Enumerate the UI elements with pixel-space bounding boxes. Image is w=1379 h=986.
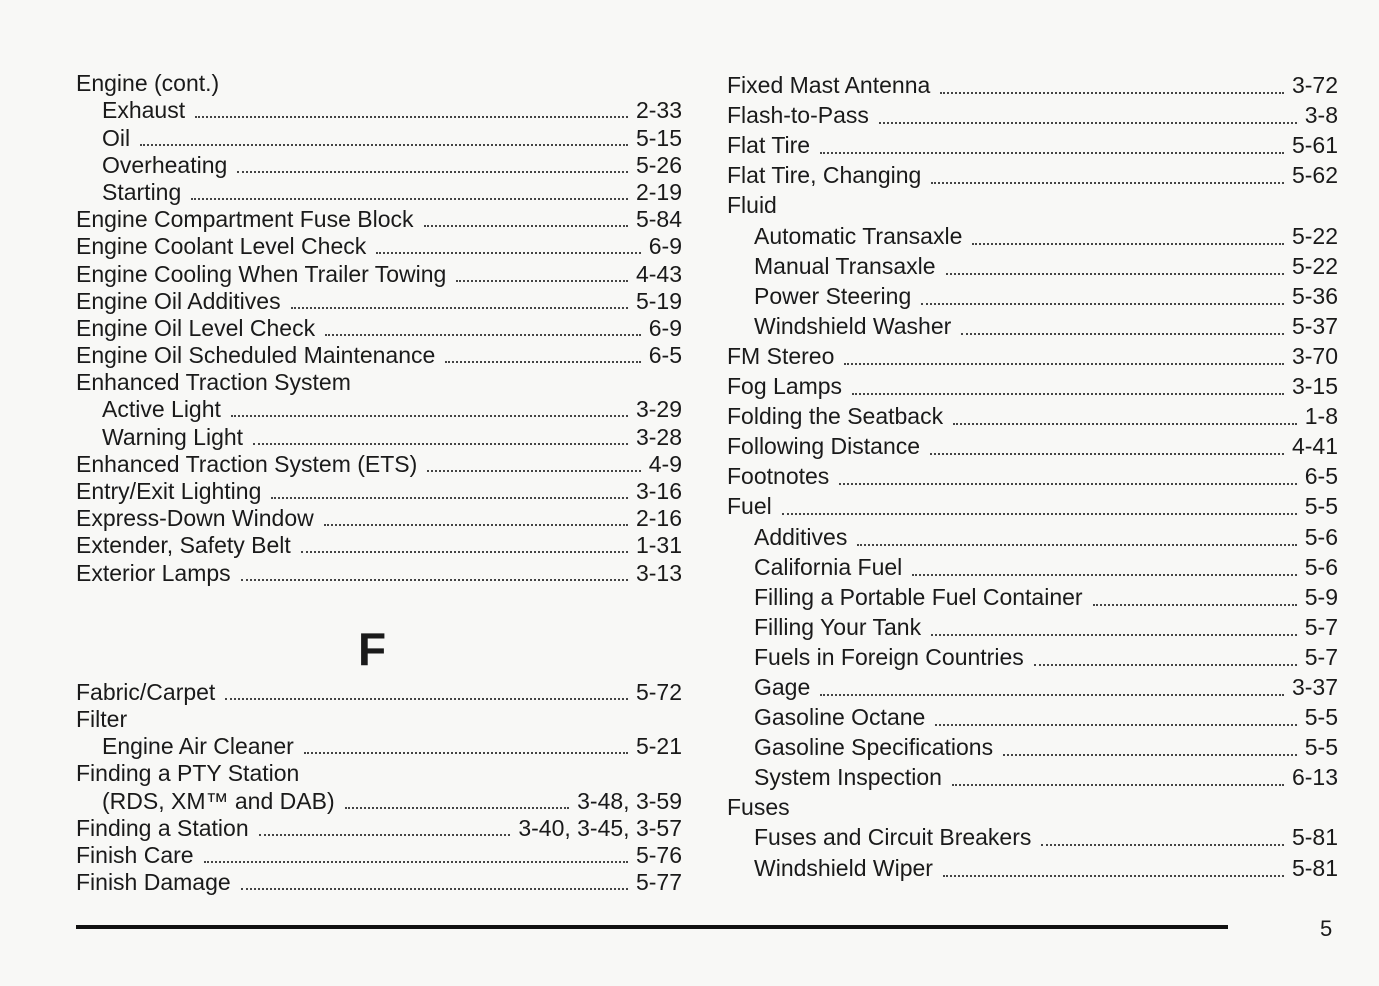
index-entry [76,842,682,869]
index-entry-page-ref: 6-9 [648,233,682,260]
index-column-right [727,70,1338,883]
index-entry [727,461,1338,491]
index-entry-label: Express-Down Window [76,505,314,532]
index-entry-page-ref: 4-43 [635,260,682,287]
dot-leader [376,252,641,254]
index-entry [727,130,1338,160]
index-entry-page-ref: 3-8 [1304,102,1338,129]
index-entry-label: (RDS, XM™ and DAB) [102,787,335,814]
index-entry-label: Oil [102,124,131,151]
dot-leader [291,307,628,309]
index-entry-page-ref: 5-81 [1291,824,1338,851]
index-entry-label: Gasoline Octane [754,704,926,731]
index-entry-label: Footnotes [727,463,830,490]
index-entry [727,672,1338,702]
index-entry-label: Engine Air Cleaner [102,733,294,760]
index-entry-page-ref: 3-40, 3-45, 3-57 [518,814,682,841]
index-entry-page-ref: 5-37 [1291,312,1338,339]
index-entry-page-ref: 5-26 [635,151,682,178]
index-entry-label: Fixed Mast Antenna [727,72,931,99]
index-entry [76,451,682,478]
dot-leader [324,524,628,526]
index-entry-label: Following Distance [727,433,921,460]
index-entry-page-ref: 5-5 [1304,493,1338,520]
dot-leader [972,243,1284,245]
index-entry [76,760,682,787]
index-entry-page-ref: 2-16 [635,505,682,532]
index-entry-label: Engine Oil Scheduled Maintenance [76,342,436,369]
index-entry-page-ref: 5-61 [1291,132,1338,159]
index-entry-label: Engine Oil Level Check [76,314,316,341]
index-entry-label: Fuses [727,794,790,821]
index-entry [76,315,682,342]
index-entry-label: Fabric/Carpet [76,678,216,705]
dot-leader [961,333,1284,335]
index-entry-page-ref: 5-36 [1291,282,1338,309]
index-entry-page-ref: 3-13 [635,559,682,586]
index-entry [76,233,682,260]
dot-leader [940,92,1284,94]
index-entry-label: Fog Lamps [727,373,843,400]
dot-leader [424,225,628,227]
index-entry [727,822,1338,852]
index-entry-page-ref: 5-5 [1304,734,1338,761]
index-entry-page-ref: 5-6 [1304,523,1338,550]
index-entry-label: FM Stereo [727,342,835,369]
dot-leader [325,334,641,336]
section-letter-heading: F [357,622,387,675]
index-entry [727,852,1338,882]
index-entry [76,679,682,706]
index-entry-label: Power Steering [754,282,912,309]
index-entry-page-ref: 5-7 [1304,643,1338,670]
index-entry [727,100,1338,130]
dot-leader [931,634,1297,636]
index-entry [76,396,682,423]
index-entry [727,401,1338,431]
index-entry [76,423,682,450]
footer-rule [76,925,1228,929]
dot-leader [301,551,628,553]
index-entry-label: Automatic Transaxle [754,222,963,249]
dot-leader [921,303,1284,305]
index-entry-page-ref: 5-21 [635,733,682,760]
dot-leader [943,875,1284,877]
dot-leader [946,273,1284,275]
index-entry-page-ref: 5-22 [1291,222,1338,249]
dot-leader [930,453,1284,455]
dot-leader [191,198,628,200]
index-entry-page-ref: 1-8 [1304,403,1338,430]
dot-leader [935,724,1296,726]
index-entry [76,815,682,842]
index-entry-page-ref: 6-9 [648,314,682,341]
page-number: 5 [1320,916,1333,941]
index-entry-label: Enhanced Traction System [76,369,351,396]
dot-leader [140,144,628,146]
dot-leader [844,363,1284,365]
index-entry-label: Gage [754,673,811,700]
index-entry-page-ref: 6-5 [1304,463,1338,490]
dot-leader [304,752,628,754]
index-entry-page-ref: 5-76 [635,841,682,868]
index-entry [76,124,682,151]
index-column-left [76,70,682,896]
index-entry [76,478,682,505]
index-entry-page-ref: 3-72 [1291,72,1338,99]
index-entry [76,532,682,559]
index-entry-label: Finish Damage [76,869,231,896]
index-entry-page-ref: 5-19 [635,287,682,314]
index-entry [727,341,1338,371]
index-entry [727,190,1338,220]
index-entry [76,706,682,733]
index-entry-page-ref: 3-37 [1291,673,1338,700]
index-entry-page-ref: 3-48, 3-59 [577,787,682,814]
index-entry-page-ref: 2-19 [635,178,682,205]
index-entry-label: Flat Tire, Changing [727,162,922,189]
index-entry-page-ref: 5-5 [1304,704,1338,731]
index-entry [727,642,1338,672]
index-entry [727,431,1338,461]
dot-leader [195,116,628,118]
index-entry-label: Starting [102,178,182,205]
index-entry-page-ref: 3-15 [1291,373,1338,400]
dot-leader [931,182,1284,184]
index-section-e [76,70,682,587]
dot-leader [1003,754,1297,756]
dot-leader [225,698,628,700]
index-entry [727,582,1338,612]
index-entry-page-ref: 5-77 [635,869,682,896]
dot-leader [241,579,628,581]
index-entry-label: Fuels in Foreign Countries [754,643,1024,670]
index-entry [76,260,682,287]
index-entry-page-ref: 4-9 [648,450,682,477]
dot-leader [237,171,628,173]
dot-leader [912,574,1296,576]
index-entry [727,491,1338,521]
index-entry-page-ref: 5-22 [1291,252,1338,279]
index-entry [76,369,682,396]
index-entry [76,559,682,586]
index-entry [76,288,682,315]
dot-leader [456,280,628,282]
index-entry [76,869,682,896]
index-entry [76,97,682,124]
index-entry [76,70,682,97]
index-entry-label: Fuel [727,493,772,520]
index-entry-page-ref: 5-9 [1304,583,1338,610]
index-entry-page-ref: 5-15 [635,124,682,151]
dot-leader [879,122,1297,124]
index-entry-label: Gasoline Specifications [754,734,994,761]
index-entry [727,702,1338,732]
index-entry-page-ref: 6-13 [1291,764,1338,791]
index-entry-page-ref: 5-81 [1291,854,1338,881]
dot-leader [1034,664,1297,666]
index-entry-label: Exhaust [102,97,186,124]
index-entry-label: System Inspection [754,764,942,791]
index-entry [76,179,682,206]
index-entry [76,505,682,532]
dot-leader [345,807,570,809]
index-entry-label: Flash-to-Pass [727,102,869,129]
dot-leader [241,888,628,890]
dot-leader [204,861,628,863]
index-entry [76,733,682,760]
index-entry [727,792,1338,822]
index-entry-label: Folding the Seatback [727,403,944,430]
index-entry-label: Warning Light [102,423,244,450]
dot-leader [782,513,1297,515]
index-entry [727,612,1338,642]
index-entry-label: Additives [754,523,848,550]
index-entry-label: Overheating [102,151,228,178]
index-entry [76,342,682,369]
index-entry-label: Windshield Washer [754,312,952,339]
dot-leader [259,834,511,836]
index-entry-label: Exterior Lamps [76,559,231,586]
index-entry-page-ref: 3-70 [1291,342,1338,369]
index-entry-label: Engine Oil Additives [76,287,281,314]
dot-leader [1093,604,1297,606]
dot-leader [271,497,628,499]
index-entry-label: Finding a PTY Station [76,760,300,787]
index-entry [727,160,1338,190]
index-entry-page-ref: 1-31 [635,532,682,559]
index-entry-page-ref: 5-62 [1291,162,1338,189]
dot-leader [427,470,640,472]
dot-leader [857,544,1296,546]
index-entry-page-ref: 5-7 [1304,613,1338,640]
index-entry-page-ref: 5-6 [1304,553,1338,580]
index-entry [727,552,1338,582]
index-entry [76,152,682,179]
index-entry-label: Finish Care [76,841,194,868]
index-entry-label: Filling Your Tank [754,613,922,640]
dot-leader [820,694,1284,696]
index-entry-label: Fuses and Circuit Breakers [754,824,1032,851]
index-entry [727,220,1338,250]
index-entry [727,521,1338,551]
index-entry-label: Entry/Exit Lighting [76,478,262,504]
index-entry [727,762,1338,792]
dot-leader [1041,844,1284,846]
index-entry-page-ref: 6-5 [648,342,682,369]
index-entry-label: Engine Coolant Level Check [76,233,367,260]
index-entry-label: Manual Transaxle [754,252,936,279]
index-entry-label: Flat Tire [727,132,811,159]
dot-leader [253,443,628,445]
index-entry-label: Engine (cont.) [76,70,220,97]
index-entry-page-ref: 4-41 [1291,433,1338,460]
index-entry-page-ref: 5-84 [635,206,682,233]
index-entry-label: Filter [76,705,128,732]
index-entry-page-ref: 2-33 [635,97,682,124]
index-section-f [76,679,682,897]
index-entry-page-ref: 3-16 [635,478,682,504]
index-entry-page-ref: 3-29 [635,396,682,423]
dot-leader [953,423,1297,425]
index-entry [727,281,1338,311]
dot-leader [820,152,1284,154]
index-entry-label: Engine Cooling When Trailer Towing [76,260,447,287]
index-entry [727,70,1338,100]
index-entry [727,311,1338,341]
index-entry [76,787,682,814]
index-entry-label: Extender, Safety Belt [76,532,291,559]
index-entry-page-ref: 5-72 [635,678,682,705]
index-entry-label: Active Light [102,396,221,423]
index-entry [727,732,1338,762]
index-entry-label: Filling a Portable Fuel Container [754,583,1083,610]
index-entry-label: Engine Compartment Fuse Block [76,206,414,233]
index-entry-label: Enhanced Traction System (ETS) [76,450,418,477]
index-entry-label: California Fuel [754,553,903,580]
index-entry [76,206,682,233]
dot-leader [839,483,1296,485]
dot-leader [852,393,1284,395]
index-entry-label: Finding a Station [76,814,249,841]
index-entry [727,371,1338,401]
index-entry [727,251,1338,281]
dot-leader [445,361,640,363]
dot-leader [231,415,628,417]
dot-leader [952,784,1284,786]
index-entry-label: Fluid [727,192,777,219]
index-entry-page-ref: 3-28 [635,423,682,450]
index-entry-label: Windshield Wiper [754,854,933,881]
